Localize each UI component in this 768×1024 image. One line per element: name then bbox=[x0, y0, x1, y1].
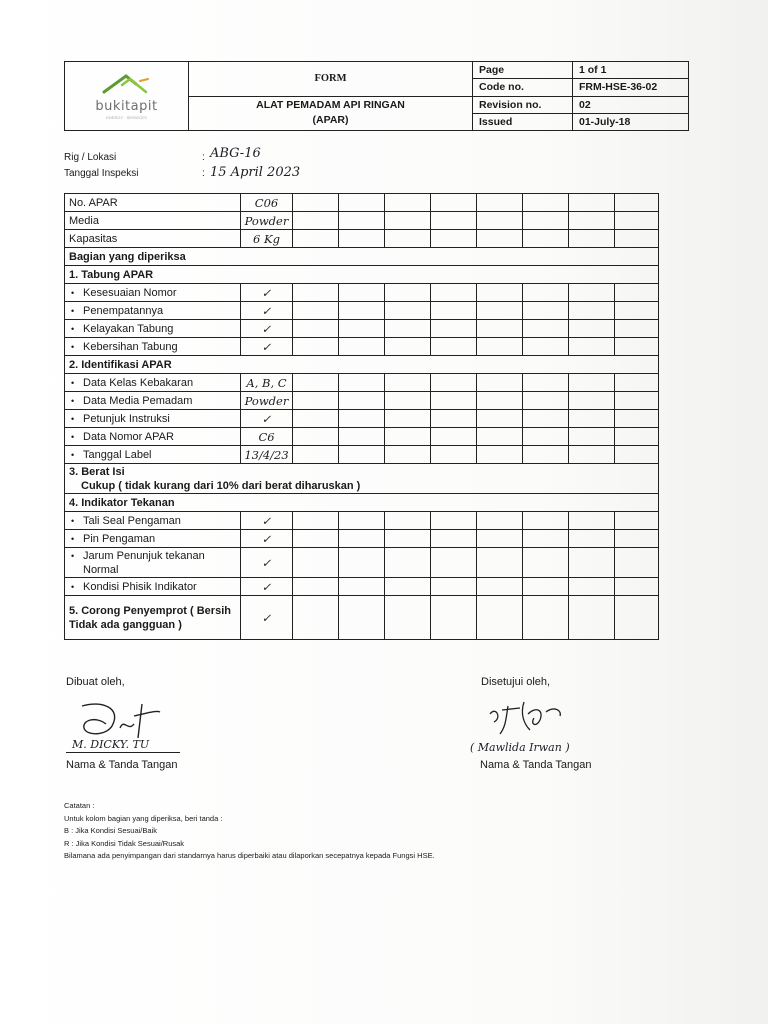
bullet-icon bbox=[69, 305, 83, 317]
logo-text: bukitapit bbox=[95, 99, 158, 114]
empty-cell bbox=[523, 410, 569, 428]
item-text: Pin Pengaman bbox=[83, 532, 156, 545]
empty-cell bbox=[293, 194, 339, 212]
empty-cell bbox=[431, 212, 477, 230]
empty-cell bbox=[477, 446, 523, 464]
notes-line4: Bilamana ada penyimpangan dari standarnya harus diperbaiki atau dilaporkan secepatnya kepada Fungsi HSE. bbox=[64, 851, 435, 860]
empty-cell bbox=[431, 512, 477, 530]
date-row: Tanggal Inspeksi : bbox=[64, 168, 205, 179]
empty-cell bbox=[339, 446, 385, 464]
created-by-caption: Nama & Tanda Tangan bbox=[66, 759, 178, 771]
empty-cell bbox=[477, 320, 523, 338]
empty-cell bbox=[385, 338, 431, 356]
empty-cell bbox=[385, 392, 431, 410]
empty-cell bbox=[477, 284, 523, 302]
table-row bbox=[65, 596, 659, 640]
inspection-table bbox=[64, 193, 659, 640]
item-label bbox=[65, 374, 241, 392]
empty-cell bbox=[569, 392, 615, 410]
empty-cell bbox=[477, 578, 523, 596]
empty-cell bbox=[431, 578, 477, 596]
bullet-icon bbox=[69, 431, 83, 443]
empty-cell bbox=[569, 374, 615, 392]
empty-cell bbox=[477, 512, 523, 530]
empty-cell bbox=[339, 548, 385, 578]
empty-cell bbox=[615, 446, 659, 464]
empty-cell bbox=[569, 302, 615, 320]
empty-cell bbox=[523, 512, 569, 530]
inspection-value: C06 bbox=[241, 194, 293, 212]
table-row bbox=[65, 494, 659, 512]
item-label: No. APAR bbox=[65, 194, 241, 212]
empty-cell bbox=[339, 392, 385, 410]
inspection-value: Powder bbox=[241, 392, 293, 410]
item-text: Tanggal Label bbox=[83, 448, 152, 461]
empty-cell bbox=[431, 446, 477, 464]
empty-cell bbox=[339, 410, 385, 428]
notes-line3: R : Jika Kondisi Tidak Sesuai/Rusak bbox=[64, 838, 185, 848]
inspection-value: ✓ bbox=[241, 302, 293, 320]
signature-right-icon bbox=[484, 696, 594, 738]
notes-title: Catatan : bbox=[64, 801, 95, 810]
empty-cell bbox=[431, 194, 477, 212]
empty-cell bbox=[293, 548, 339, 578]
empty-cell bbox=[477, 392, 523, 410]
hill-logo-icon bbox=[100, 72, 154, 96]
empty-cell bbox=[523, 320, 569, 338]
empty-cell bbox=[293, 284, 339, 302]
item-text: Data Kelas Kebakaran bbox=[83, 376, 194, 389]
approved-by-name: ( Mawlida Irwan ) bbox=[470, 741, 570, 754]
approved-by-caption: Nama & Tanda Tangan bbox=[480, 759, 592, 771]
empty-cell bbox=[569, 410, 615, 428]
bullet-icon bbox=[69, 323, 83, 335]
item-text: Kebersihan Tabung bbox=[83, 340, 178, 353]
empty-cell bbox=[385, 374, 431, 392]
table-row bbox=[65, 512, 659, 530]
inspection-value: 6 Kg bbox=[241, 230, 293, 248]
item-label bbox=[65, 392, 241, 410]
empty-cell bbox=[569, 338, 615, 356]
table-row bbox=[65, 530, 659, 548]
empty-cell bbox=[293, 410, 339, 428]
empty-cell bbox=[293, 374, 339, 392]
empty-cell bbox=[293, 530, 339, 548]
inspection-value: ✓ bbox=[241, 548, 293, 578]
form-subtitle bbox=[189, 96, 473, 131]
empty-cell bbox=[385, 428, 431, 446]
empty-cell bbox=[615, 512, 659, 530]
empty-cell bbox=[523, 302, 569, 320]
empty-cell bbox=[615, 320, 659, 338]
table-row bbox=[65, 356, 659, 374]
empty-cell bbox=[523, 596, 569, 640]
item-label bbox=[65, 320, 241, 338]
empty-cell bbox=[431, 320, 477, 338]
empty-cell bbox=[477, 374, 523, 392]
section-title: 5. Corong Penyemprot ( Bersih Tidak ada gangguan ) bbox=[65, 596, 241, 640]
empty-cell bbox=[385, 410, 431, 428]
empty-cell bbox=[615, 194, 659, 212]
empty-cell bbox=[523, 446, 569, 464]
table-row bbox=[65, 578, 659, 596]
empty-cell bbox=[569, 512, 615, 530]
section-title: 4. Indikator Tekanan bbox=[65, 494, 659, 512]
empty-cell bbox=[339, 230, 385, 248]
empty-cell bbox=[477, 548, 523, 578]
empty-cell bbox=[293, 578, 339, 596]
company-logo bbox=[65, 62, 189, 131]
empty-cell bbox=[615, 530, 659, 548]
empty-cell bbox=[385, 446, 431, 464]
empty-cell bbox=[339, 578, 385, 596]
empty-cell bbox=[339, 212, 385, 230]
bullet-icon bbox=[69, 377, 83, 389]
item-label bbox=[65, 578, 241, 596]
inspection-value: ✓ bbox=[241, 284, 293, 302]
empty-cell bbox=[385, 548, 431, 578]
empty-cell bbox=[615, 578, 659, 596]
empty-cell bbox=[523, 374, 569, 392]
item-text: Data Nomor APAR bbox=[83, 430, 174, 443]
section-title: 2. Identifikasi APAR bbox=[65, 356, 659, 374]
item-label bbox=[65, 302, 241, 320]
bullet-icon bbox=[69, 413, 83, 425]
notes-line1: Untuk kolom bagian yang diperiksa, beri tanda : bbox=[64, 813, 223, 823]
item-label bbox=[65, 338, 241, 356]
empty-cell bbox=[431, 410, 477, 428]
empty-cell bbox=[293, 392, 339, 410]
empty-cell bbox=[385, 194, 431, 212]
empty-cell bbox=[523, 212, 569, 230]
issued-value: 01-July-18 bbox=[573, 113, 689, 130]
empty-cell bbox=[339, 338, 385, 356]
empty-cell bbox=[523, 548, 569, 578]
empty-cell bbox=[523, 578, 569, 596]
code-value: FRM-HSE-36-02 bbox=[573, 79, 689, 96]
item-label bbox=[65, 446, 241, 464]
inspection-value: ✓ bbox=[241, 410, 293, 428]
created-by-name: M. DICKY. TU bbox=[72, 738, 150, 751]
empty-cell bbox=[569, 530, 615, 548]
empty-cell bbox=[569, 284, 615, 302]
revision-label: Revision no. bbox=[473, 96, 573, 113]
form-subtitle-line2: (APAR) bbox=[312, 114, 349, 127]
logo-subtext: ENERGY · SERVICES bbox=[106, 115, 147, 120]
empty-cell bbox=[385, 578, 431, 596]
table-row bbox=[65, 248, 659, 266]
bullet-icon bbox=[69, 515, 83, 527]
empty-cell bbox=[339, 596, 385, 640]
form-title: FORM bbox=[189, 62, 473, 97]
empty-cell bbox=[339, 428, 385, 446]
table-row bbox=[65, 266, 659, 284]
empty-cell bbox=[523, 530, 569, 548]
empty-cell bbox=[431, 392, 477, 410]
empty-cell bbox=[477, 338, 523, 356]
empty-cell bbox=[385, 284, 431, 302]
item-text: Penempatannya bbox=[83, 304, 164, 317]
empty-cell bbox=[615, 302, 659, 320]
empty-cell bbox=[523, 338, 569, 356]
notes bbox=[64, 800, 435, 863]
created-by-label: Dibuat oleh, bbox=[66, 676, 125, 688]
table-row bbox=[65, 374, 659, 392]
item-text: Kondisi Phisik Indikator bbox=[83, 580, 197, 593]
revision-value: 02 bbox=[573, 96, 689, 113]
table-row bbox=[65, 410, 659, 428]
approved-by-label: Disetujui oleh, bbox=[481, 676, 551, 688]
signature-line-left bbox=[66, 752, 180, 753]
bullet-icon bbox=[69, 341, 83, 353]
table-row bbox=[65, 320, 659, 338]
empty-cell bbox=[293, 212, 339, 230]
empty-cell bbox=[385, 212, 431, 230]
empty-cell bbox=[477, 410, 523, 428]
item-label bbox=[65, 284, 241, 302]
empty-cell bbox=[339, 512, 385, 530]
date-label: Tanggal Inspeksi bbox=[64, 168, 139, 179]
empty-cell bbox=[615, 212, 659, 230]
rig-label: Rig / Lokasi bbox=[64, 152, 117, 163]
empty-cell bbox=[385, 302, 431, 320]
bullet-icon bbox=[69, 581, 83, 593]
empty-cell bbox=[615, 284, 659, 302]
inspection-meta bbox=[64, 150, 205, 182]
empty-cell bbox=[569, 320, 615, 338]
table-row bbox=[65, 212, 659, 230]
empty-cell bbox=[523, 194, 569, 212]
item-text: Petunjuk Instruksi bbox=[83, 412, 170, 425]
empty-cell bbox=[477, 194, 523, 212]
empty-cell bbox=[431, 338, 477, 356]
empty-cell bbox=[385, 596, 431, 640]
empty-cell bbox=[293, 512, 339, 530]
empty-cell bbox=[523, 284, 569, 302]
empty-cell bbox=[293, 428, 339, 446]
issued-label: Issued bbox=[473, 113, 573, 130]
form-subtitle-line1: ALAT PEMADAM API RINGAN bbox=[256, 99, 405, 112]
empty-cell bbox=[431, 230, 477, 248]
table-row bbox=[65, 428, 659, 446]
table-row bbox=[65, 392, 659, 410]
inspection-value: C6 bbox=[241, 428, 293, 446]
empty-cell bbox=[615, 428, 659, 446]
inspection-value: A, B, C bbox=[241, 374, 293, 392]
rig-row: Rig / Lokasi : bbox=[64, 152, 205, 163]
item-label bbox=[65, 428, 241, 446]
empty-cell bbox=[477, 530, 523, 548]
empty-cell bbox=[615, 392, 659, 410]
section-title: 3. Berat Isi bbox=[69, 465, 125, 478]
empty-cell bbox=[339, 284, 385, 302]
empty-cell bbox=[431, 530, 477, 548]
empty-cell bbox=[477, 212, 523, 230]
empty-cell bbox=[569, 548, 615, 578]
empty-cell bbox=[615, 230, 659, 248]
item-label bbox=[65, 410, 241, 428]
empty-cell bbox=[477, 302, 523, 320]
empty-cell bbox=[431, 302, 477, 320]
bullet-icon bbox=[69, 533, 83, 545]
table-row bbox=[65, 284, 659, 302]
table-row bbox=[65, 338, 659, 356]
empty-cell bbox=[523, 392, 569, 410]
empty-cell bbox=[615, 410, 659, 428]
empty-cell bbox=[339, 530, 385, 548]
empty-cell bbox=[431, 284, 477, 302]
inspection-value: ✓ bbox=[241, 530, 293, 548]
empty-cell bbox=[385, 230, 431, 248]
inspection-value: ✓ bbox=[241, 578, 293, 596]
empty-cell bbox=[569, 212, 615, 230]
empty-cell bbox=[385, 530, 431, 548]
empty-cell bbox=[569, 596, 615, 640]
table-row bbox=[65, 230, 659, 248]
empty-cell bbox=[431, 374, 477, 392]
empty-cell bbox=[569, 428, 615, 446]
rig-value: ABG-16 bbox=[210, 146, 261, 161]
empty-cell bbox=[431, 428, 477, 446]
inspection-value: ✓ bbox=[241, 338, 293, 356]
inspection-value: ✓ bbox=[241, 512, 293, 530]
bullet-icon bbox=[69, 287, 83, 299]
empty-cell bbox=[569, 578, 615, 596]
table-row bbox=[65, 464, 659, 494]
empty-cell bbox=[477, 230, 523, 248]
empty-cell bbox=[339, 374, 385, 392]
inspection-value: 13/4/23 bbox=[241, 446, 293, 464]
empty-cell bbox=[293, 230, 339, 248]
item-text: Data Media Pemadam bbox=[83, 394, 193, 407]
empty-cell bbox=[293, 446, 339, 464]
item-text: Kesesuaian Nomor bbox=[83, 286, 177, 299]
empty-cell bbox=[569, 446, 615, 464]
bullet-icon bbox=[69, 395, 83, 407]
item-label bbox=[65, 512, 241, 530]
inspection-value: ✓ bbox=[241, 320, 293, 338]
item-label bbox=[65, 530, 241, 548]
table-row bbox=[65, 446, 659, 464]
page-label: Page bbox=[473, 62, 573, 79]
empty-cell bbox=[569, 230, 615, 248]
item-text: Kelayakan Tabung bbox=[83, 322, 174, 335]
empty-cell bbox=[293, 596, 339, 640]
item-text: Jarum Penunjuk tekanan Normal bbox=[83, 549, 205, 576]
empty-cell bbox=[293, 338, 339, 356]
section-heading: Bagian yang diperiksa bbox=[65, 248, 659, 266]
item-label: Media bbox=[65, 212, 241, 230]
empty-cell bbox=[293, 302, 339, 320]
empty-cell bbox=[293, 320, 339, 338]
table-row bbox=[65, 194, 659, 212]
page-value: 1 of 1 bbox=[573, 62, 689, 79]
item-label bbox=[65, 548, 241, 578]
code-label: Code no. bbox=[473, 79, 573, 96]
bullet-icon bbox=[69, 449, 83, 461]
empty-cell bbox=[615, 374, 659, 392]
section-subtitle: Cukup ( tidak kurang dari 10% dari berat diharuskan ) bbox=[81, 479, 361, 492]
empty-cell bbox=[615, 548, 659, 578]
empty-cell bbox=[477, 596, 523, 640]
date-value: 15 April 2023 bbox=[210, 165, 301, 180]
section-title: 1. Tabung APAR bbox=[65, 266, 659, 284]
empty-cell bbox=[385, 320, 431, 338]
empty-cell bbox=[339, 320, 385, 338]
table-row bbox=[65, 302, 659, 320]
item-text: Tali Seal Pengaman bbox=[83, 514, 181, 527]
empty-cell bbox=[523, 428, 569, 446]
empty-cell bbox=[385, 512, 431, 530]
inspection-value: Powder bbox=[241, 212, 293, 230]
empty-cell bbox=[431, 548, 477, 578]
item-label: Kapasitas bbox=[65, 230, 241, 248]
form-header bbox=[64, 61, 689, 131]
empty-cell bbox=[339, 302, 385, 320]
empty-cell bbox=[477, 428, 523, 446]
empty-cell bbox=[569, 194, 615, 212]
empty-cell bbox=[615, 338, 659, 356]
empty-cell bbox=[523, 230, 569, 248]
empty-cell bbox=[615, 596, 659, 640]
table-row bbox=[65, 548, 659, 578]
notes-line2: B : Jika Kondisi Sesuai/Baik bbox=[64, 826, 157, 835]
empty-cell bbox=[339, 194, 385, 212]
section-title bbox=[65, 464, 659, 494]
inspection-value: ✓ bbox=[241, 596, 293, 640]
bullet-icon bbox=[69, 550, 83, 562]
empty-cell bbox=[431, 596, 477, 640]
